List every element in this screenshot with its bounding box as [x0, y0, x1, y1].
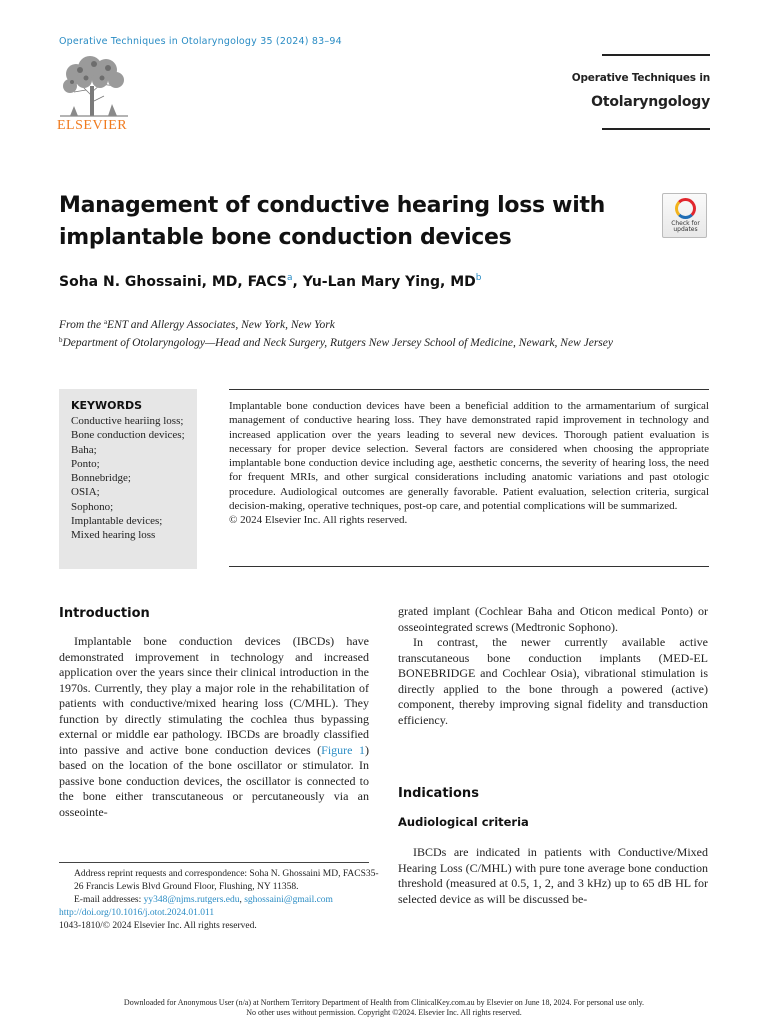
section-heading-introduction: Introduction: [59, 606, 150, 621]
email-line: [59, 894, 379, 907]
email-link[interactable]: sghossaini@gmail.com: [244, 895, 333, 905]
section-heading-indications: Indications: [398, 786, 479, 801]
keyword-item: Ponto;: [71, 457, 100, 470]
check-updates-label: Check for updates: [671, 220, 700, 233]
audiological-body: [398, 845, 708, 907]
right-column-body: [398, 604, 708, 728]
paragraph: In contrast, the newer currently available active transcutaneous bone conduction implants (MED-EL BONEBRIDGE and Cochlear Osia), vibrational stimulation is directly applied to the bone through a powered (active) component, thereby improving signal fidelity and transduction efficiency.: [398, 635, 708, 727]
affiliation-marker: b: [59, 336, 63, 344]
keyword-item: Implantable devices;: [71, 515, 163, 528]
author-name: Soha N. Ghossaini, MD, FACS: [59, 274, 287, 290]
affiliation-text: Department of Otolaryngology—Head and Neck Surgery, Rutgers New Jersey School of Medicine, Newark, New Jersey: [62, 337, 613, 349]
affiliation-marker: a: [103, 318, 108, 326]
affiliation-text: ENT and Allergy Associates, New York, New York: [107, 319, 335, 331]
abstract-divider: [229, 389, 709, 390]
journal-title-box: [571, 54, 710, 130]
abstract-text: Implantable bone conduction devices have been a beneficial addition to the armamentarium of surgical management of conductive hearing loss. They have demonstrated rapid improvement in technology and increased application over the years leading to several new devices. Thorough patient evaluation is necessary for proper device selection. Several factors are considered when choosing the appropriate implantable bone conduction device including age, aesthetic concerns, the severity of hearing loss, the need for frequent MRIs, and other surgical considerations including anatomic variations and past otologic procedure. Audiological outcomes are generally favorable. Patient evaluation, selection criteria, surgical decision-making, operative techniques, post-op care, and potential complications will be summarized.: [229, 400, 709, 513]
correspondence-address: Address reprint requests and correspondence: Soha N. Ghossaini MD, FACS35-26 Francis Lewis Blvd Ground Floor, Flushing, NY 11358.: [74, 869, 379, 892]
email-link[interactable]: yy348@njms.rutgers.edu: [143, 895, 240, 905]
paragraph-text: ) based on the location of the bone oscillator or stimulator. In passive bone conduction devices, the oscillator is connected to the bone either transcutaneous or percutaneously via an osseointe-: [59, 742, 369, 819]
elsevier-wordmark: ELSEVIER: [57, 118, 128, 133]
keywords-box: [59, 389, 197, 569]
check-for-updates-button[interactable]: [662, 193, 707, 238]
keyword-item: Bone conduction devices;: [71, 429, 185, 442]
affiliation-a: [59, 315, 619, 333]
keyword-item: Bonnebridge;: [71, 472, 131, 485]
paragraph: IBCDs are indicated in patients with Conductive/Mixed Hearing Loss (C/MHL) with pure tone average bone conduction threshold (measured at 0.5, 1, 2, and 3 kHz) up to 65 dB HL for selected device as will be discussed be-: [398, 845, 708, 906]
check-updates-icon: [675, 198, 696, 219]
abstract-divider: [229, 566, 709, 567]
affiliations: [59, 315, 619, 351]
article-title: Management of conductive hearing loss with implantable bone conduction devices: [59, 193, 606, 250]
correspondence-footnote: [59, 868, 379, 933]
download-notice: Downloaded for Anonymous User (n/a) at Northern Territory Department of Health from ClinicalKey.com.au by Elsevier on June 18, 2024. For personal use only. No other uses without permission. Copyright ©2024. Elsevier Inc. All rights reserved.: [123, 998, 645, 1017]
author-name: Yu-Lan Mary Ying, MD: [302, 274, 476, 290]
footnote-divider: [59, 862, 369, 863]
journal-box-line2: Otolaryngology: [591, 94, 710, 110]
journal-citation[interactable]: Operative Techniques in Otolaryngology 35 (2024) 83–94: [59, 36, 342, 47]
keywords-heading: KEYWORDS: [71, 399, 143, 412]
subsection-heading-audiological-criteria: Audiological criteria: [398, 815, 529, 829]
doi-link[interactable]: http://doi.org/10.1016/j.otot.2024.01.011: [59, 908, 215, 918]
paragraph: [59, 634, 369, 820]
journal-box-line1: Operative Techniques in: [571, 72, 710, 84]
keyword-item: Conductive heariing loss;: [71, 415, 184, 427]
issn-copyright: 1043-1810/© 2024 Elsevier Inc. All rights reserved.: [59, 921, 257, 931]
introduction-body: [59, 634, 369, 820]
keyword-item: Sophono;: [71, 500, 114, 513]
email-separator: ,: [239, 895, 245, 905]
affiliation-prefix: From the: [59, 319, 104, 331]
affiliation-marker[interactable]: b: [475, 273, 482, 283]
abstract-copyright: © 2024 Elsevier Inc. All rights reserved.: [229, 514, 408, 527]
paragraph-continuation: grated implant (Cochlear Baha and Oticon medical Ponto) or osseointegrated screws (Medtronic Sophono).: [398, 604, 708, 634]
figure-1-link[interactable]: Figure 1: [321, 742, 365, 757]
keyword-item: Baha;: [71, 443, 97, 456]
author-list: [59, 273, 482, 290]
abstract: [229, 399, 709, 528]
keyword-item: Mixed hearing loss: [71, 529, 156, 542]
paragraph-text: Implantable bone conduction devices (IBCDs) have demonstrated improvement in technology and increased application over the years since their clinical introduction in the 1970s. Currently, they play a major role in the rehabilitation of patients with conductive/mixed hearing loss (C/MHL). They function by directly stimulating the cochlea thus bypassing external or middle ear pathology. IBCDs are broadly classified into passive and active bone conduction devices (: [59, 634, 369, 757]
affiliation-b: [59, 333, 619, 351]
keyword-item: OSIA;: [71, 486, 100, 499]
author-separator: ,: [292, 274, 303, 290]
email-label: E-mail addresses:: [74, 895, 144, 905]
affiliation-marker[interactable]: a: [287, 273, 293, 283]
